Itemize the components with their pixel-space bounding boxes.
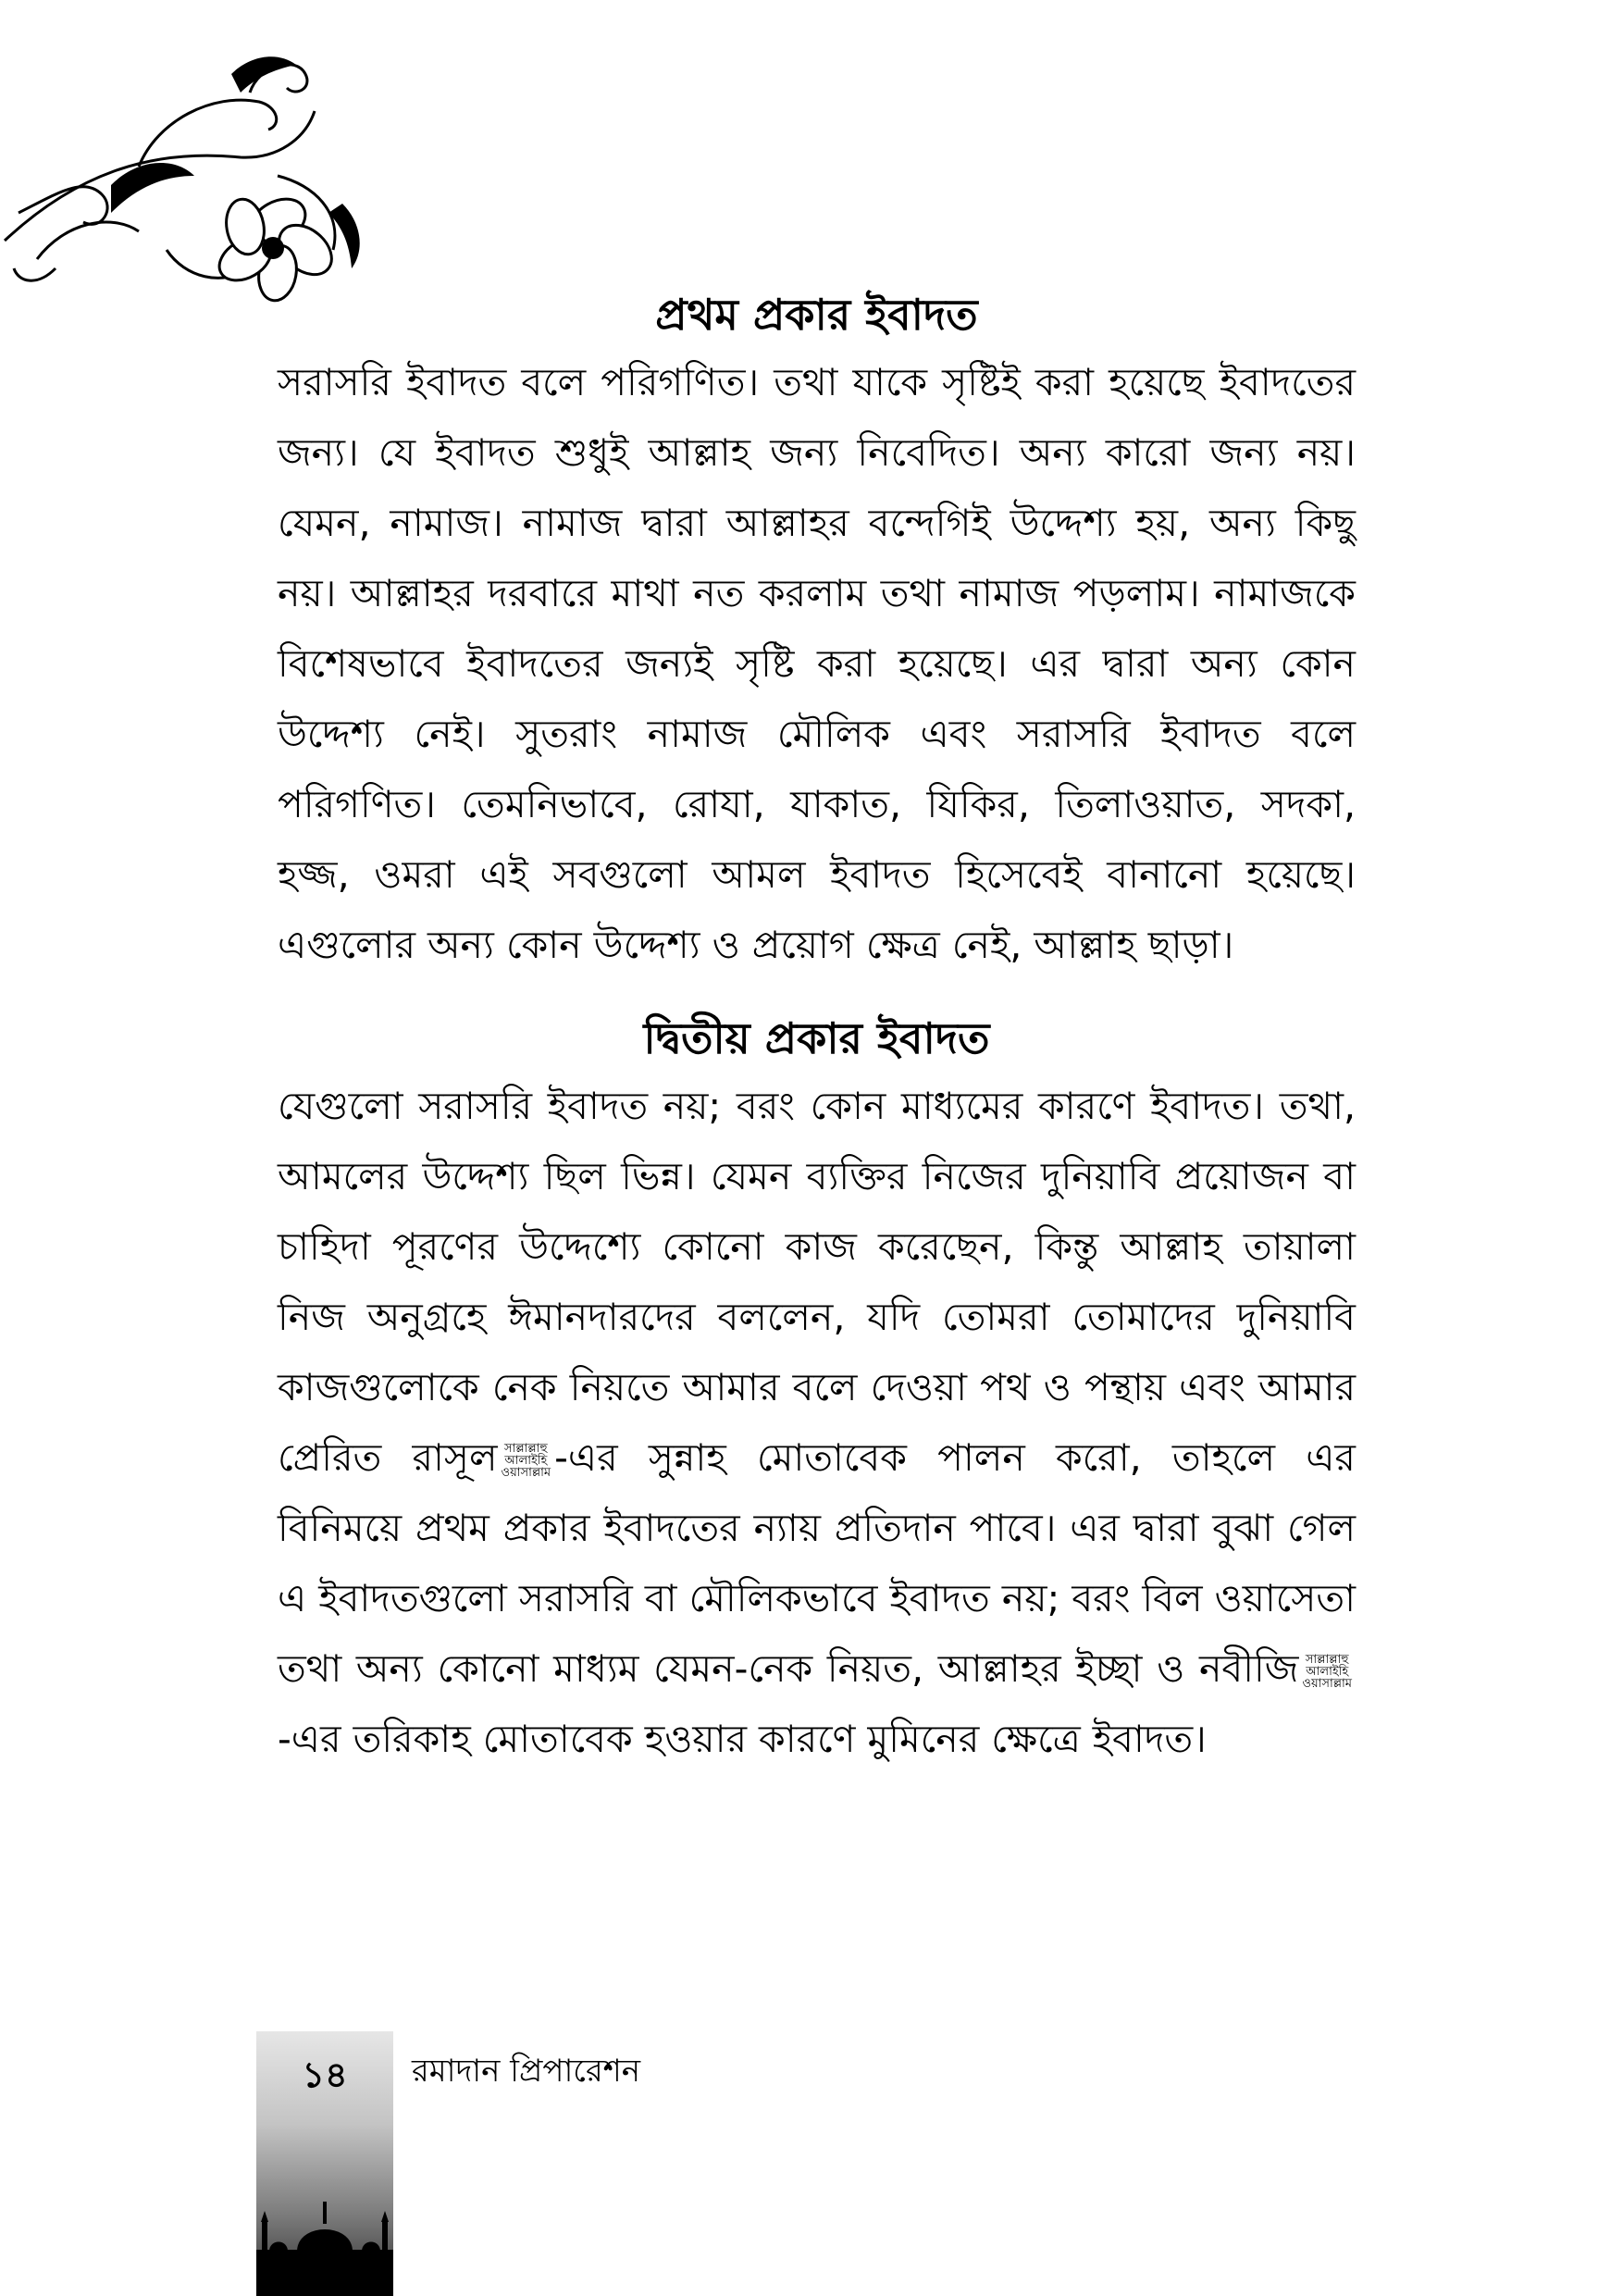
floral-ornament-icon (0, 37, 398, 305)
salutation-mark: সাল্লাল্লাহু আলাইহি ওয়াসাল্লাম (501, 1441, 551, 1480)
body-text-part: -এর তরিকাহ মোতাবেক হওয়ার কারণে মুমিনের ক্ষেত্রে ইবাদত। (278, 1717, 1207, 1761)
mosque-silhouette-icon (256, 2166, 393, 2296)
section-heading-second: দ্বিতীয় প্রকার ইবাদত (643, 1013, 990, 1063)
book-title: রমাদান প্রিপারেশন (412, 2053, 641, 2090)
salutation-mark: সাল্লাল্লাহু আলাইহি ওয়াসাল্লাম (1302, 1652, 1352, 1691)
section-heading-first: প্রথম প্রকার ইবাদত (655, 290, 978, 340)
section-body-second (278, 1071, 1356, 1774)
main-content (278, 282, 1356, 1774)
footer-gradient-bar (256, 2031, 393, 2296)
section-body-first: সরাসরি ইবাদত বলে পরিগণিত। তথা যাকে সৃষ্টিই করা হয়েছে ইবাদতের জন্য। যে ইবাদত শুধুই আল্লাহ জন্য নিবেদিত। অন্য কারো জন্য নয়। যেমন, নামাজ। নামাজ দ্বারা আল্লাহর বন্দেগিই উদ্দেশ্য হয়, অন্য কিছু নয়। আল্লাহর দরবারে মাথা নত করলাম তথা নামাজ পড়লাম। নামাজকে বিশেষভাবে ইবাদতের জন্যই সৃষ্টি করা হয়েছে। এর দ্বারা অন্য কোন উদ্দেশ্য নেই। সুতরাং নামাজ মৌলিক এবং সরাসরি ইবাদত বলে পরিগণিত। তেমনিভাবে, রোযা, যাকাত, যিকির, তিলাওয়াত, সদকা, হজ্জ, ওমরা এই সবগুলো আমল ইবাদত হিসেবেই বানানো হয়েছে। এগুলোর অন্য কোন উদ্দেশ্য ও প্রয়োগ ক্ষেত্র নেই, আল্লাহ ছাড়া। (278, 360, 1356, 967)
page-number: ১৪ (302, 2054, 348, 2095)
body-text-part: -এর সুন্নাহ মোতাবেক পালন করো, তাহলে এর বিনিময়ে প্রথম প্রকার ইবাদতের ন্যায় প্রতিদান পাবে। এর দ্বারা বুঝা গেল এ ইবাদতগুলো সরাসরি বা মৌলিকভাবে ইবাদত নয়; বরং বিল ওয়াসেতা তথা অন্য কোনো মাধ্যম যেমন-নেক নিয়ত, আল্লাহর ইচ্ছা ও নবীজি (278, 1435, 1356, 1691)
body-text-part: যেগুলো সরাসরি ইবাদত নয়; বরং কোন মাধ্যমের কারণে ইবাদত। তথা, আমলের উদ্দেশ্য ছিল ভিন্ন। যেমন ব্যক্তির নিজের দুনিয়াবি প্রয়োজন বা চাহিদা পূরণের উদ্দেশ্যে কোনো কাজ করেছেন, কিন্তু আল্লাহ তায়ালা নিজ অনুগ্রহে ঈমানদারদের বললেন, যদি তোমরা তোমাদের দুনিয়াবি কাজগুলোকে নেক নিয়তে আমার বলে দেওয়া পথ ও পন্থায় এবং আমার প্রেরিত রাসূল (278, 1084, 1356, 1480)
